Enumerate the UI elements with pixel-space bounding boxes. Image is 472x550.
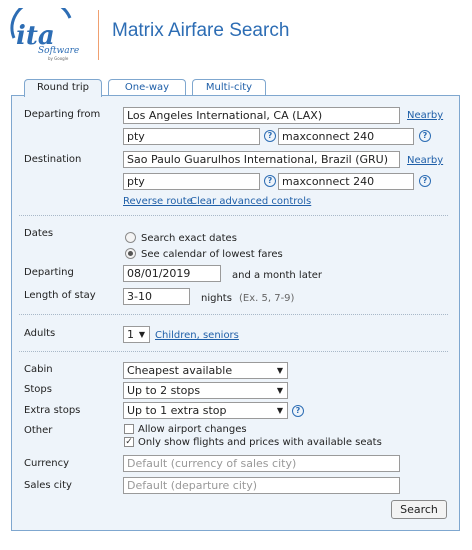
chevron-down-icon: ▼ (276, 406, 283, 415)
search-exact-dates-label[interactable]: Search exact dates (141, 233, 237, 244)
departing-date-suffix: and a month later (232, 270, 323, 281)
help-icon[interactable]: ? (419, 130, 431, 142)
only-available-seats-label[interactable]: Only show flights and prices with available seats (138, 437, 382, 448)
help-icon[interactable]: ? (264, 175, 276, 187)
tab-round-trip[interactable]: Round trip (24, 79, 102, 97)
tab-one-way[interactable]: One-way (108, 79, 186, 96)
chevron-down-icon: ▼ (138, 330, 145, 339)
help-icon[interactable]: ? (264, 130, 276, 142)
stops-select[interactable] (123, 382, 288, 399)
extra-stops-value: Up to 1 extra stop (127, 404, 227, 417)
header-divider (98, 10, 99, 60)
reverse-route-link[interactable]: Reverse route (123, 196, 193, 207)
destination-extension-input[interactable]: maxconnect 240 (278, 173, 414, 190)
currency-label: Currency (24, 458, 70, 469)
app-title: Matrix Airfare Search (112, 20, 290, 41)
only-available-seats-checkbox[interactable]: ✓ (125, 437, 133, 447)
length-of-stay-input[interactable]: 3-10 (123, 288, 190, 305)
adults-label: Adults (24, 328, 56, 339)
section-divider (19, 351, 448, 352)
logo-sub: Software (38, 46, 80, 56)
dates-label: Dates (24, 228, 54, 239)
sales-city-input[interactable]: Default (departure city) (123, 477, 400, 494)
help-icon[interactable]: ? (419, 175, 431, 187)
stops-label: Stops (24, 384, 52, 395)
extra-stops-label: Extra stops (24, 405, 81, 416)
departing-from-input[interactable]: Los Angeles International, CA (LAX) (123, 107, 400, 124)
destination-nearby-link[interactable]: Nearby (407, 155, 444, 166)
sales-city-label: Sales city (24, 480, 72, 491)
help-icon[interactable]: ? (292, 405, 304, 417)
length-of-stay-hint: (Ex. 5, 7-9) (239, 293, 295, 304)
allow-airport-changes-checkbox[interactable] (124, 424, 134, 434)
currency-input[interactable]: Default (currency of sales city) (123, 455, 400, 472)
stops-value: Up to 2 stops (127, 384, 201, 397)
destination-label: Destination (24, 154, 82, 165)
departing-date-input[interactable]: 08/01/2019 (123, 265, 221, 282)
tab-multi-city[interactable]: Multi-city (192, 79, 266, 96)
departing-date-label: Departing (24, 267, 74, 278)
allow-airport-changes-label[interactable]: Allow airport changes (138, 424, 247, 435)
other-label: Other (24, 425, 53, 436)
calendar-lowest-fares-radio[interactable] (125, 248, 136, 259)
logo-by: by Google (48, 56, 69, 61)
length-of-stay-label: Length of stay (24, 290, 96, 301)
search-button[interactable]: Search (391, 500, 447, 519)
ita-software-logo (8, 8, 86, 64)
destination-routing-input[interactable]: pty (123, 173, 260, 190)
calendar-lowest-fares-label[interactable]: See calendar of lowest fares (141, 249, 283, 260)
adults-select[interactable] (123, 326, 150, 343)
departing-routing-input[interactable]: pty (123, 128, 260, 145)
departing-nearby-link[interactable]: Nearby (407, 110, 444, 121)
logo-text: ita (16, 21, 55, 51)
destination-input[interactable]: Sao Paulo Guarulhos International, Brazil (GRU) (123, 151, 400, 168)
cabin-select[interactable] (123, 362, 288, 379)
search-exact-dates-radio[interactable] (125, 232, 136, 243)
chevron-down-icon: ▼ (276, 386, 283, 395)
cabin-value: Cheapest available (127, 364, 233, 377)
length-of-stay-unit: nights (201, 293, 232, 304)
extra-stops-select[interactable] (123, 402, 288, 419)
departing-extension-input[interactable]: maxconnect 240 (278, 128, 414, 145)
cabin-label: Cabin (24, 364, 53, 375)
chevron-down-icon: ▼ (276, 366, 283, 375)
children-seniors-link[interactable]: Children, seniors (155, 330, 239, 341)
section-divider (19, 215, 448, 216)
departing-from-label: Departing from (24, 109, 101, 120)
adults-value: 1 (127, 328, 134, 341)
clear-advanced-controls-link[interactable]: Clear advanced controls (190, 196, 312, 207)
section-divider (19, 314, 448, 315)
